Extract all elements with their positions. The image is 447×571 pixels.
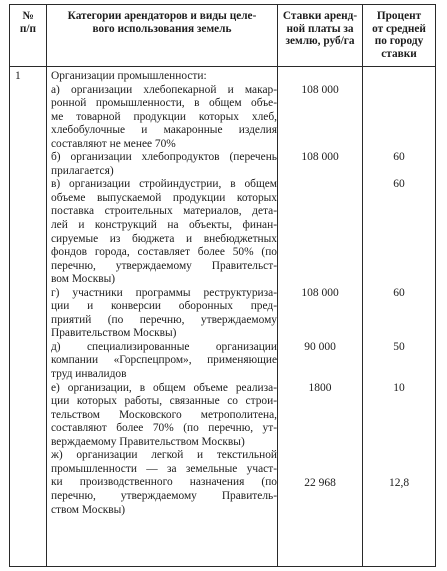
category-line: Правительством Москвы) — [51, 327, 177, 340]
row-number: 1 — [10, 67, 47, 567]
category-line: составляют более 70% (по перечню, ут- — [51, 422, 277, 435]
category-line: ции и конверсии оборонных пред- — [51, 300, 277, 313]
rate-value: 1800 — [308, 381, 332, 394]
header-rate-text: землю, руб/га — [285, 35, 355, 47]
category-line: ж) организации легкой и текстильной — [51, 449, 277, 462]
percent-value: 60 — [393, 151, 405, 164]
percent-value: 10 — [393, 381, 405, 394]
category-line: поставка строительных материалов, дета- — [51, 205, 277, 218]
category-line: перечню, утверждаемому Правительст- — [51, 259, 277, 272]
category-line: объеме выпускаемой продукции которых — [51, 191, 277, 204]
percent-value: 60 — [393, 286, 405, 299]
category-line: прилагается) — [51, 164, 114, 177]
category-line: ки производственного назначения (по — [51, 476, 277, 489]
category-line: ции которых работы, связанные со строи- — [51, 395, 277, 408]
category-line: перечню, утверждаемому Правитель- — [51, 489, 277, 502]
header-number-text: № — [22, 10, 34, 22]
category-line: тельством Московского метрополитена, — [51, 408, 277, 421]
rate-value: 108 000 — [301, 151, 339, 164]
category-line: ронной промышленности, в общем объе- — [51, 97, 277, 110]
rate-value: 108 000 — [301, 286, 339, 299]
category-line: верждаемому Правительством Москвы) — [51, 435, 245, 448]
rate-value: 108 000 — [301, 83, 339, 96]
category-line: Организации промышленности: — [51, 70, 207, 82]
category-line: б) организации хлебопродуктов (перечень — [51, 151, 277, 164]
category-line: а) организации хлебопекарной и макар- — [51, 83, 277, 96]
header-category-text: Категории арендаторов и виды целе- — [67, 10, 257, 22]
header-category-text: вого использования земель — [92, 22, 232, 35]
category-line: в) организации стройиндустрии, в общем — [51, 178, 277, 191]
category-line: ством Москвы) — [51, 503, 126, 516]
category-line: вом Москвы) — [51, 273, 116, 286]
category-line: лей и конструкций на объекты, финан- — [51, 219, 277, 232]
header-percent-text: от средней — [372, 22, 426, 35]
header-percent-text: ставки — [381, 47, 417, 60]
header-percent-text: Процент — [376, 10, 422, 22]
header-rate-text: Ставки аренд- — [282, 10, 358, 22]
category-line: труд инвалидов — [51, 368, 127, 381]
percent-value: 12,8 — [388, 476, 410, 489]
category-line: ме товарной продукции которых хлеб, — [51, 110, 277, 123]
category-line: г) участники программы реструктуриза- — [51, 286, 277, 299]
percent-cell — [363, 67, 436, 567]
category-line: промышленности — за земельные участ- — [51, 462, 277, 475]
header-rate-text: ной платы за — [286, 22, 354, 35]
category-line: составляют не менее 70% — [51, 137, 176, 150]
rate-value: 22 968 — [304, 476, 336, 489]
header-percent — [363, 5, 436, 67]
category-line: хлебобулочные и макаронные изделия — [51, 124, 277, 137]
category-line: д) специализированные организации — [51, 340, 277, 353]
rate-cell — [278, 67, 363, 567]
header-rate — [278, 5, 363, 67]
table-row — [10, 67, 436, 567]
category-line: компании «Горспецпром», применяющие — [51, 354, 277, 367]
header-number-text: п/п — [19, 22, 37, 35]
percent-value: 50 — [393, 341, 405, 353]
land-rent-table — [9, 4, 436, 567]
header-category — [47, 5, 278, 67]
table-header-row — [10, 5, 436, 67]
category-cell — [47, 67, 278, 567]
category-line: сируемые из бюджета и внебюджетных — [51, 232, 277, 245]
percent-value: 60 — [393, 178, 405, 191]
category-line: фондов города, составляет более 50% (по — [51, 246, 277, 259]
header-number — [10, 5, 47, 67]
rate-value: 90 000 — [304, 341, 336, 353]
category-line: приятий (по перечню, утверждаемому — [51, 313, 277, 326]
header-percent-text: по городу — [374, 35, 424, 47]
category-line: е) организации, в общем объеме реализа- — [51, 381, 277, 394]
